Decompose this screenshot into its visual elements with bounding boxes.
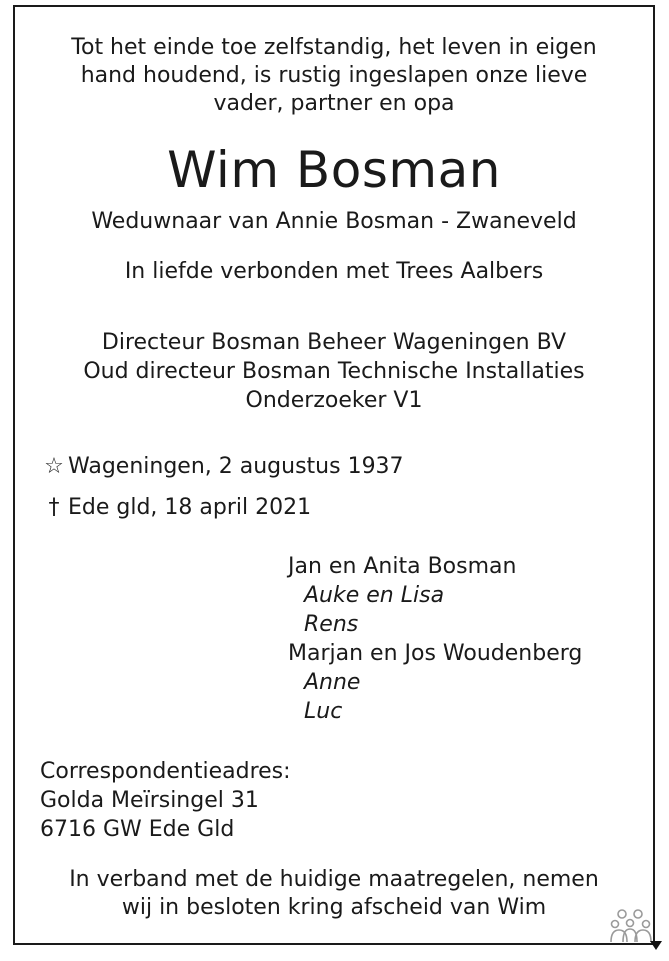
family-member-grandchild: Anne: [304, 670, 361, 695]
arrow-down-icon[interactable]: [648, 938, 664, 954]
intro-line-3: vader, partner en opa: [213, 91, 455, 116]
widower-line: Weduwnaar van Annie Bosman - Zwaneveld: [91, 209, 577, 234]
closing-line-1: In verband met de huidige maatregelen, nemen: [69, 867, 599, 892]
family-list: [288, 552, 582, 726]
intro-line-2: hand houdend, is rustig ingeslapen onze lieve: [80, 63, 588, 88]
death-text: Ede gld, 18 april 2021: [68, 495, 312, 520]
cross-icon: †: [48, 495, 60, 520]
address-city: 6716 GW Ede Gld: [40, 817, 235, 842]
intro-text: [13, 34, 655, 118]
birth-line: [40, 453, 404, 481]
intro-line-1: Tot het einde toe zelfstandig, het leven in eigen: [71, 35, 597, 60]
family-member-grandchild: Auke en Lisa: [304, 583, 445, 608]
death-line: [40, 494, 311, 522]
family-member: Marjan en Jos Woudenberg: [288, 641, 583, 666]
family-member-grandchild: Luc: [304, 699, 343, 724]
title-line: Oud directeur Bosman Technische Installaties: [83, 359, 585, 384]
address-label: Correspondentieadres:: [40, 759, 291, 784]
partner-line: In liefde verbonden met Trees Aalbers: [124, 259, 544, 284]
title-line: Directeur Bosman Beheer Wageningen BV: [101, 330, 567, 355]
address-street: Golda Meïrsingel 31: [40, 788, 259, 813]
star-icon: ☆: [44, 454, 64, 479]
closing-line-2: wij in besloten kring afscheid van Wim: [121, 895, 547, 920]
title-line: Onderzoeker V1: [245, 388, 423, 413]
titles-block: [13, 328, 655, 415]
family-member: Jan en Anita Bosman: [288, 554, 517, 579]
correspondence-address: [40, 757, 291, 844]
birth-text: Wageningen, 2 augustus 1937: [68, 454, 404, 479]
deceased-name: Wim Bosman: [167, 141, 501, 199]
family-member-grandchild: Rens: [304, 612, 359, 637]
closing-text: [13, 866, 655, 922]
